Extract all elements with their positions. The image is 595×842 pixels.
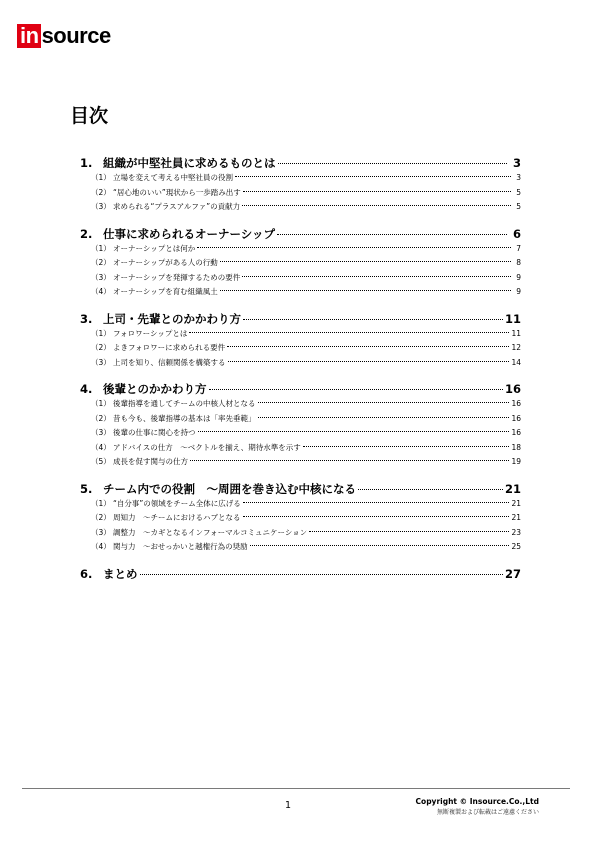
logo-prefix: in [17,24,41,48]
toc-subsection-number: （4） [91,287,111,296]
toc-section[interactable] [80,312,521,327]
toc-subsection-page: 12 [511,343,521,352]
toc-subsection-number: （1） [91,328,111,338]
page-number: 1 [285,800,292,811]
dot-leader [235,176,511,177]
toc-subsection-number: （1） [91,498,111,508]
toc-subsection-number: （1） [91,173,111,182]
toc-subsection[interactable] [80,271,521,286]
toc-subsection-title: オーナーシップを発揮するための要件 [113,272,241,282]
toc-subsection[interactable] [80,200,521,215]
toc-subsection-title: “居心地のいい”現状から一歩踏み出す [113,187,241,197]
dot-leader [258,402,510,403]
section-gap [80,215,521,227]
toc-subsection-number: （4） [91,542,111,551]
toc-subsection-title: オーナーシップがある人の行動 [113,258,218,267]
toc-subsection[interactable] [80,526,521,541]
toc-section[interactable] [80,382,521,397]
toc-subsection[interactable] [80,426,521,441]
toc-subsection-page: 8 [516,258,521,267]
page-title: 目次 [70,105,109,127]
toc-subsection[interactable] [80,455,521,470]
toc-section-page: 16 [504,382,521,396]
toc-subsection-page: 5 [516,202,521,211]
toc-subsection-title: 後輩指導を通してチームの中核人材となる [113,399,256,408]
dot-leader [189,332,509,333]
dot-leader [243,516,510,517]
toc-subsection-number: （2） [91,258,111,267]
toc-subsection[interactable] [80,397,521,412]
toc-section-number: 3. [80,311,93,326]
toc-section-title: チーム内での役割 ～周囲を巻き込む中核になる [103,481,356,496]
toc-subsection-title: 昔も今も、後輩指導の基本は「率先垂範」 [113,413,256,423]
toc-subsection-page: 9 [516,287,521,296]
toc-section-title: 組織が中堅社員に求めるものとは [103,156,276,170]
toc-section[interactable] [80,482,521,497]
toc-section-number: 6. [80,566,93,581]
toc-subsection-number: （2） [91,413,111,423]
toc-subsection[interactable] [80,412,521,427]
toc-section-number: 4. [80,382,93,396]
toc-subsection[interactable] [80,186,521,201]
toc-subsection-number: （1） [91,399,111,408]
toc-subsection[interactable] [80,242,521,257]
toc-subsection[interactable] [80,256,521,271]
toc-subsection-title: フォロワーシップとは [113,328,188,338]
toc-subsection-page: 16 [511,413,521,423]
dot-leader [242,276,511,277]
toc-subsection-number: （1） [91,243,111,253]
dot-leader [197,247,511,248]
dot-leader [309,531,509,532]
toc-subsection[interactable] [80,497,521,512]
dot-leader [140,574,503,575]
toc-subsection-page: 25 [511,542,521,551]
toc-section-title: 上司・先輩とのかかわり方 [103,311,241,326]
dot-leader [243,191,511,192]
section-gap [80,555,521,567]
toc-section-page: 11 [504,311,521,326]
toc-subsection-title: 周知力 ～チームにおけるハブとなる [113,513,241,522]
toc-subsection-page: 3 [516,173,521,182]
copyright-text: Copyright © Insource.Co.,Ltd [415,797,539,806]
dot-leader [209,389,503,390]
dot-leader [228,361,510,362]
toc-subsection-page: 21 [511,513,521,522]
toc-subsection-page: 14 [511,357,521,367]
dot-leader [250,545,510,546]
toc-section-page: 21 [504,481,521,496]
dot-leader [303,446,510,447]
toc-subsection-page: 16 [511,428,521,437]
logo-suffix: source [41,23,111,48]
toc-section[interactable] [80,227,521,242]
toc-section-page: 3 [512,156,521,170]
toc-subsection-title: 求められる“プラスアルファ”の貢献力 [113,202,241,211]
toc-subsection-page: 18 [511,442,521,452]
toc-subsection-title: アドバイスの仕方 ～ベクトルを揃え、期待水準を示す [113,442,301,452]
toc-subsection-number: （3） [91,428,111,437]
dot-leader [358,489,503,490]
dot-leader [220,290,511,291]
toc-subsection[interactable] [80,540,521,555]
toc-subsection-title: 関与力 ～おせっかいと越権行為の奨励 [113,542,248,551]
toc-subsection[interactable] [80,285,521,300]
toc-section-title: 仕事に求められるオーナーシップ [103,226,276,241]
dot-leader [220,261,511,262]
toc-subsection-page: 16 [511,399,521,408]
dot-leader [243,502,510,503]
toc-subsection-page: 23 [511,527,521,537]
toc-section-number: 1. [80,156,93,170]
toc-section-number: 2. [80,226,93,241]
dot-leader [258,417,510,418]
toc-subsection-title: オーナーシップを育む組織風土 [113,287,218,296]
toc-subsection-number: （2） [91,513,111,522]
toc-subsection-number: （3） [91,527,111,537]
toc-subsection-title: 後輩の仕事に関心を持つ [113,428,196,437]
toc-subsection-number: （3） [91,272,111,282]
toc-subsection[interactable] [80,171,521,186]
toc-subsection[interactable] [80,356,521,371]
dot-leader [190,460,509,461]
dot-leader [242,205,511,206]
toc-section-page: 27 [504,566,521,581]
toc-subsection-page: 9 [516,272,521,282]
toc-subsection-page: 7 [516,243,521,253]
section-gap [80,470,521,482]
toc-section-number: 5. [80,481,93,496]
table-of-contents [80,156,521,582]
toc-section-title: まとめ [103,566,138,581]
dot-leader [198,431,510,432]
toc-subsection[interactable] [80,441,521,456]
toc-subsection-title: 上司を知り、信頼関係を構築する [113,357,226,367]
toc-subsection-page: 19 [511,457,521,466]
toc-subsection[interactable] [80,341,521,356]
dot-leader [243,319,503,320]
toc-subsection-number: （4） [91,442,111,452]
toc-subsection-number: （5） [91,457,111,466]
toc-subsection-title: 調整力 ～カギとなるインフォーマルコミュニケーション [113,527,308,537]
toc-subsection-page: 21 [511,498,521,508]
dot-leader [227,346,509,347]
toc-subsection-page: 11 [511,328,521,338]
toc-section[interactable] [80,156,521,171]
toc-subsection-title: 立場を変えて考える中堅社員の役割 [113,173,233,182]
toc-subsection-page: 5 [516,187,521,197]
toc-subsection-title: オーナーシップとは何か [113,243,196,253]
reproduction-notice: 無断複製および転載はご遠慮ください [436,809,539,816]
toc-subsection-title: よきフォロワーに求められる要件 [113,343,226,352]
section-gap [80,370,521,382]
dot-leader [278,163,508,164]
toc-section-page: 6 [512,226,521,241]
insource-logo [17,24,111,48]
toc-subsection-number: （2） [91,187,111,197]
toc-subsection-title: “自分事”の領域をチーム全体に広げる [113,498,241,508]
toc-subsection[interactable] [80,327,521,342]
toc-subsection-number: （2） [91,343,111,352]
toc-subsection[interactable] [80,511,521,526]
toc-subsection-number: （3） [91,357,111,367]
footer-divider [22,788,570,789]
toc-section-title: 後輩とのかかわり方 [103,382,207,396]
toc-section[interactable] [80,567,521,582]
dot-leader [277,234,507,235]
toc-subsection-number: （3） [91,202,111,211]
section-gap [80,300,521,312]
toc-subsection-title: 成長を促す関与の仕方 [113,457,188,466]
